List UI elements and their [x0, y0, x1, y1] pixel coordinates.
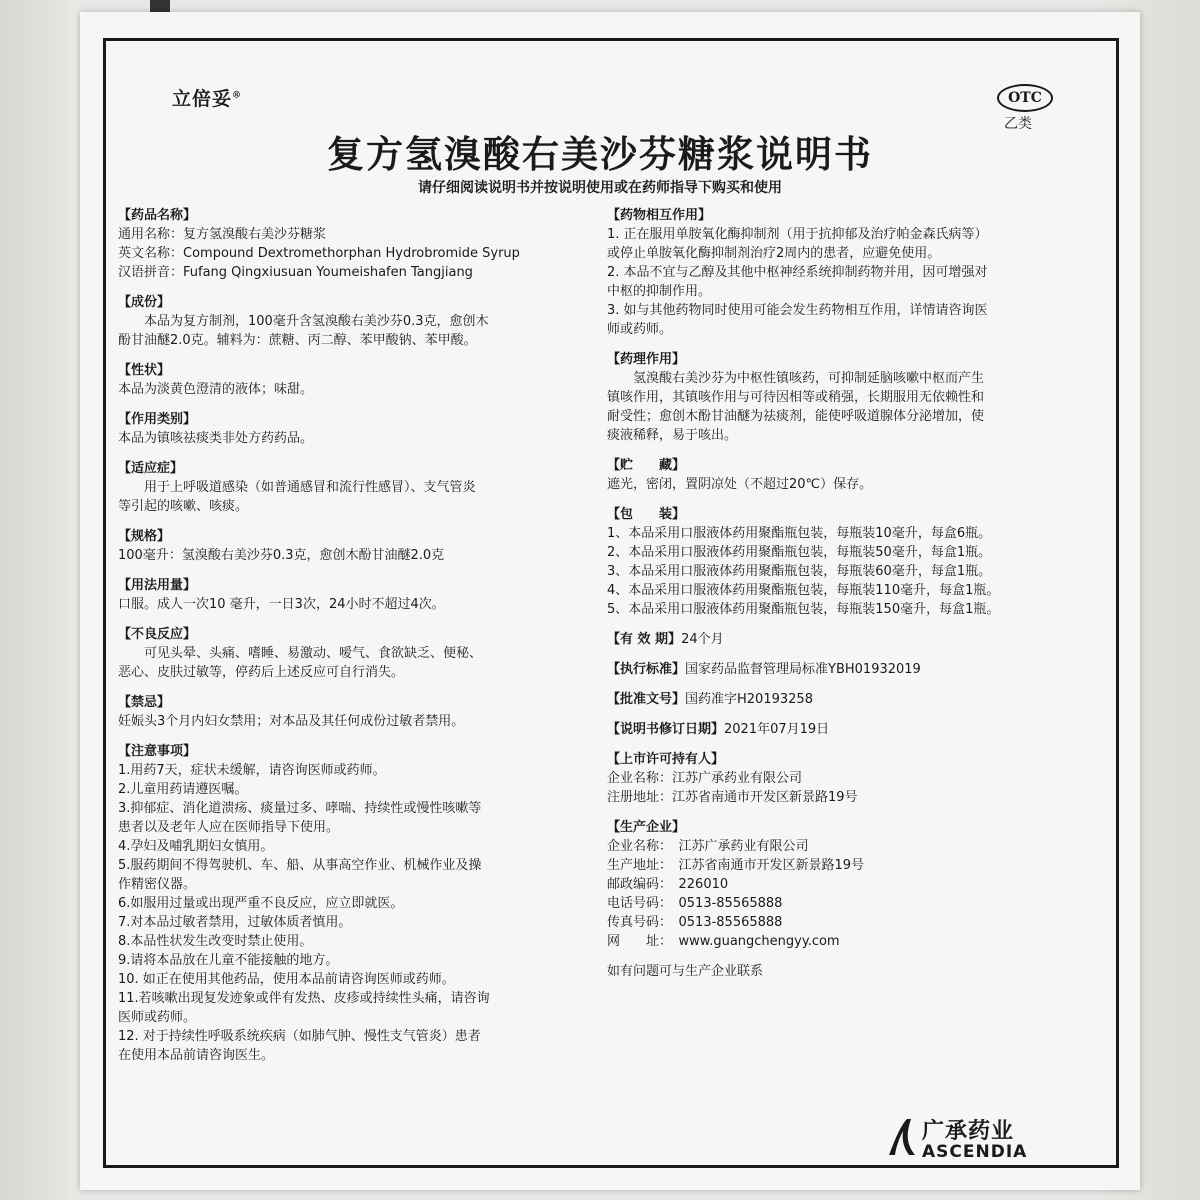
section-interactions: 【药物相互作用】 1. 正在服用单胺氧化酶抑制剂（用于抗抑郁及治疗帕金森氏病等） 或停止单胺氧化酶抑制剂治疗2周内的患者，应避免使用。 2. 本品不宜与乙醇及其他中枢神经系统抑制药物并用，因可增强对 中枢的抑制作用。 3. 如与其他药物同时使用可能会发生药物相互作用，详情请咨询医 师或药师。 [607, 208, 988, 337]
document-subtitle: 请仔细阅读说明书并按说明使用或在药师指导下购买和使用 [418, 180, 782, 196]
section-indications: 【适应症】 用于上呼吸道感染（如普通感冒和流行性感冒）、支气管炎 等引起的咳嗽、咳痰。 [118, 461, 476, 514]
otc-class: 乙类 [1004, 116, 1032, 132]
section-packaging: 【包 装】 1、本品采用口服液体药用聚酯瓶包装，每瓶装10毫升，每盒6瓶。 2、本品采用口服液体药用聚酯瓶包装，每瓶装50毫升，每盒1瓶。 3、本品采用口服液体药用聚酯瓶包装，每瓶装60毫升，每盒1瓶。 4、本品采用口服液体药用聚酯瓶包装，每瓶装110毫升，每盒1瓶。 5、本品采用口服液体药用聚酯瓶包装，每瓶装150毫升，每盒1瓶。 [607, 507, 1000, 617]
section-contraindications: 【禁忌】 妊娠头3个月内妇女禁用；对本品及其任何成份过敏者禁用。 [118, 695, 465, 729]
left-column [118, 206, 588, 1076]
section-license-holder: 【上市许可持有人】 企业名称：江苏广承药业有限公司 注册地址：江苏省南通市开发区新景路19号 [607, 752, 858, 805]
section-dosage: 【用法用量】 口服。成人一次10 毫升，一日3次，24小时不超过4次。 [118, 578, 445, 612]
section-category: 【作用类别】 本品为镇咳祛痰类非处方药药品。 [118, 412, 314, 446]
company-logo-icon [885, 1117, 919, 1157]
right-column [607, 206, 1085, 992]
document-title: 复方氢溴酸右美沙芬糖浆说明书 [327, 132, 873, 176]
section-validity: 【有 效 期】24个月 [607, 632, 724, 647]
section-manufacturer: 【生产企业】 企业名称： 江苏广承药业有限公司 生产地址： 江苏省南通市开发区新景路19号 邮政编码： 226010 电话号码： 0513-85565888 传真号码： 0513-85565888 网 址： www.guangchengyy.com [607, 820, 865, 949]
company-logo-en: ASCENDIA [922, 1142, 1028, 1162]
section-properties: 【性状】 本品为淡黄色澄清的液体；味甜。 [118, 363, 314, 397]
section-specification: 【规格】 100毫升：氢溴酸右美沙芬0.3克，愈创木酚甘油醚2.0克 [118, 529, 445, 563]
section-standard: 【执行标准】国家药品监督管理局标准YBH01932019 [607, 662, 921, 677]
section-pharmacology: 【药理作用】 氢溴酸右美沙芬为中枢性镇咳药，可抑制延脑咳嗽中枢而产生 镇咳作用，其镇咳作用与可待因相等或稍强，长期服用无依赖性和 耐受性；愈创木酚甘油醚为祛痰剂，能使呼吸道腺体分泌增加，使 痰液稀释，易于咳出。 [607, 352, 985, 443]
section-precautions: 【注意事项】 1.用药7天，症状未缓解，请咨询医师或药师。 2.儿童用药请遵医嘱。 3.抑郁症、消化道溃疡、痰量过多、哮喘、持续性或慢性咳嗽等 患者以及老年人应在医师指导下使用。 4.孕妇及哺乳期妇女慎用。 5.服药期间不得驾驶机、车、船、从事高空作业、机械作业及操 作精密仪器。 6.如服用过量或出现严重不良反应，应立即就医。 7.对本品过敏者禁用，过敏体质者慎用。 8.本品性状发生改变时禁止使用。 9.请将本品放在儿童不能接触的地方。 10. 如正在使用其他药品，使用本品前请咨询医师或药师。 11.若咳嗽出现复发迹象或伴有发热、皮疹或持续性头痛，请咨询 医师或药师。 12. 对于持续性呼吸系统疾病（如肺气肿、慢性支气管炎）患者 在使用本品前请咨询医生。 [118, 744, 490, 1063]
company-logo-cn: 广承药业 [922, 1119, 1015, 1144]
section-revision-date: 【说明书修订日期】2021年07月19日 [607, 722, 830, 737]
brand-name: 立倍妥® [172, 88, 243, 110]
section-adverse-reactions: 【不良反应】 可见头晕、头痛、嗜睡、易激动、嗳气、食欲缺乏、便秘、 恶心、皮肤过敏等，停药后上述反应可自行消失。 [118, 627, 483, 680]
section-storage: 【贮 藏】 遮光，密闭，置阴凉处（不超过20℃）保存。 [607, 458, 873, 492]
section-approval-number: 【批准文号】国药准字H20193258 [607, 692, 813, 707]
contact-note: 如有问题可与生产企业联系 [607, 964, 764, 979]
section-drug-name: 【药品名称】 通用名称：复方氢溴酸右美沙芬糖浆 英文名称：Compound Dextromethorphan Hydrobromide Syrup 汉语拼音：Fufang Qingxiusuan Youmeishafen Tangjiang [118, 208, 520, 280]
otc-badge: OTC [997, 84, 1053, 112]
section-composition: 【成份】 本品为复方制剂，100毫升含氢溴酸右美沙芬0.3克，愈创木 酚甘油醚2.0克。辅料为：蔗糖、丙二醇、苯甲酸钠、苯甲酸。 [118, 295, 489, 348]
